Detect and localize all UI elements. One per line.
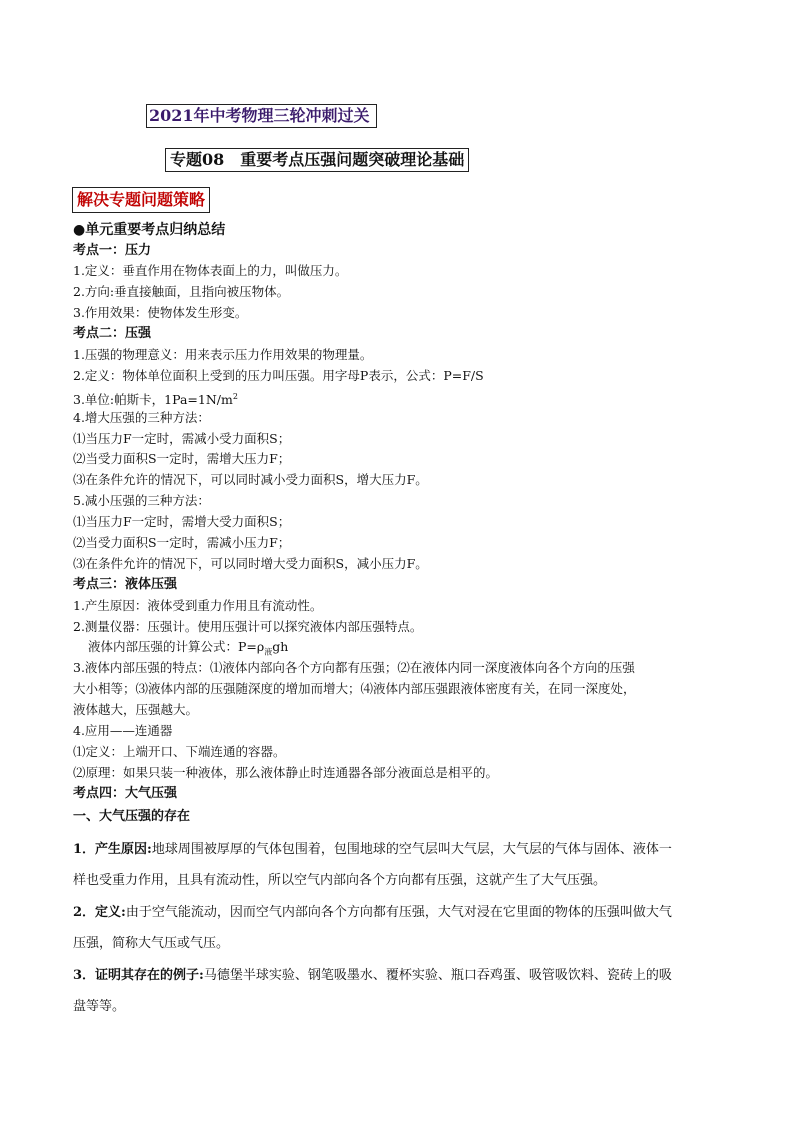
k2-line-10: ⑵当受力面积S一定时，需减小压力F； [73, 535, 291, 550]
k1-line-1: 1.定义：垂直作用在物体表面上的力，叫做压力。 [73, 263, 348, 278]
k2-unit-text: 3.单位:帕斯卡，1Pa=1N/m [73, 392, 233, 408]
strategy-heading: 解决专题问题策略 [72, 187, 210, 213]
k4-p3-text-a: 马德堡半球实验、钢笔吸墨水、覆杯实验、瓶口吞鸡蛋、吸管吸饮料、瓷砖上的吸 [203, 968, 672, 983]
k1-line-2: 2.方向:垂直接触面，且指向被压物体。 [73, 284, 290, 299]
topic-title: 专题08 重要考点压强问题突破理论基础 [165, 148, 469, 172]
k4-p3-label: 3．证明其存在的例子: [73, 968, 204, 983]
k4-p1-line-2: 样也受重力作用，且具有流动性，所以空气内部向各个方向都有压强，这就产生了大气压强。 [73, 873, 607, 888]
k4-p3-line-2: 盘等等。 [73, 999, 126, 1014]
k3-line-3 [88, 638, 288, 662]
k4-p1-label: 1．产生原因: [73, 842, 152, 857]
section-heading: ●单元重要考点归纳总结 [73, 222, 226, 238]
k3-formula-sub: 液 [264, 647, 273, 657]
k3-formula-a: 液体内部压强的计算公式：P=ρ [88, 639, 265, 654]
k3-line-6: 液体越大，压强越大。 [73, 702, 199, 717]
k2-line-2: 2.定义：物体单位面积上受到的压力叫压强。用字母P表示，公式：P=F/S [73, 368, 484, 383]
k4-p1-line-1 [73, 840, 672, 860]
k2-title: 考点二：压强 [73, 326, 152, 341]
k4-p2-label: 2．定义: [73, 905, 126, 920]
k2-line-3 [73, 388, 238, 409]
k3-line-1: 1.产生原因：液体受到重力作用且有流动性。 [73, 598, 323, 613]
k3-line-7: 4.应用——连通器 [73, 723, 173, 738]
k3-line-5: 大小相等；⑶液体内部的压强随深度的增加而增大；⑷液体内部压强跟液体密度有关，在同一深度处， [73, 681, 636, 696]
k2-line-7: ⑶在条件允许的情况下，可以同时减小受力面积S，增大压力F。 [73, 472, 428, 487]
k4-p2-text-a: 由于空气能流动，因而空气内部向各个方向都有压强，大气对浸在它里面的物体的压强叫做大气 [125, 905, 672, 920]
k3-formula-b: gh [272, 639, 289, 654]
k4-p2-line-2: 压强，简称大气压或气压。 [73, 936, 230, 951]
k4-p2-line-1 [73, 903, 672, 923]
k3-line-4: 3.液体内部压强的特点：⑴液体内部向各个方向都有压强；⑵在液体内同一深度液体向各个方向的压强 [73, 660, 635, 675]
k4-subheading: 一、大气压强的存在 [73, 809, 191, 824]
k2-unit-sup: 2 [232, 392, 238, 401]
k3-title: 考点三：液体压强 [73, 577, 178, 592]
k1-line-3: 3.作用效果：使物体发生形变。 [73, 305, 248, 320]
k1-title: 考点一：压力 [73, 243, 152, 258]
k2-line-9: ⑴当压力F一定时，需增大受力面积S； [73, 514, 291, 529]
document-title: 2021年中考物理三轮冲刺过关 [146, 104, 377, 128]
k3-line-2: 2.测量仪器：压强计。使用压强计可以探究液体内部压强特点。 [73, 619, 423, 634]
k3-line-8: ⑴定义：上端开口、下端连通的容器。 [73, 744, 286, 759]
k2-line-6: ⑵当受力面积S一定时，需增大压力F； [73, 451, 291, 466]
k4-p1-text-a: 地球周围被厚厚的气体包围着，包围地球的空气层叫大气层，大气层的气体与固体、液体一 [151, 842, 672, 857]
k2-line-1: 1.压强的物理意义：用来表示压力作用效果的物理量。 [73, 347, 373, 362]
k2-line-4: 4.增大压强的三种方法： [73, 410, 210, 425]
k2-line-5: ⑴当压力F一定时，需减小受力面积S； [73, 431, 291, 446]
k3-line-9: ⑵原理：如果只装一种液体，那么液体静止时连通器各部分液面总是相平的。 [73, 765, 499, 780]
k4-p3-line-1 [73, 966, 672, 986]
k4-title: 考点四：大气压强 [73, 786, 178, 801]
k2-line-11: ⑶在条件允许的情况下，可以同时增大受力面积S，减小压力F。 [73, 556, 428, 571]
k2-line-8: 5.减小压强的三种方法： [73, 493, 210, 508]
